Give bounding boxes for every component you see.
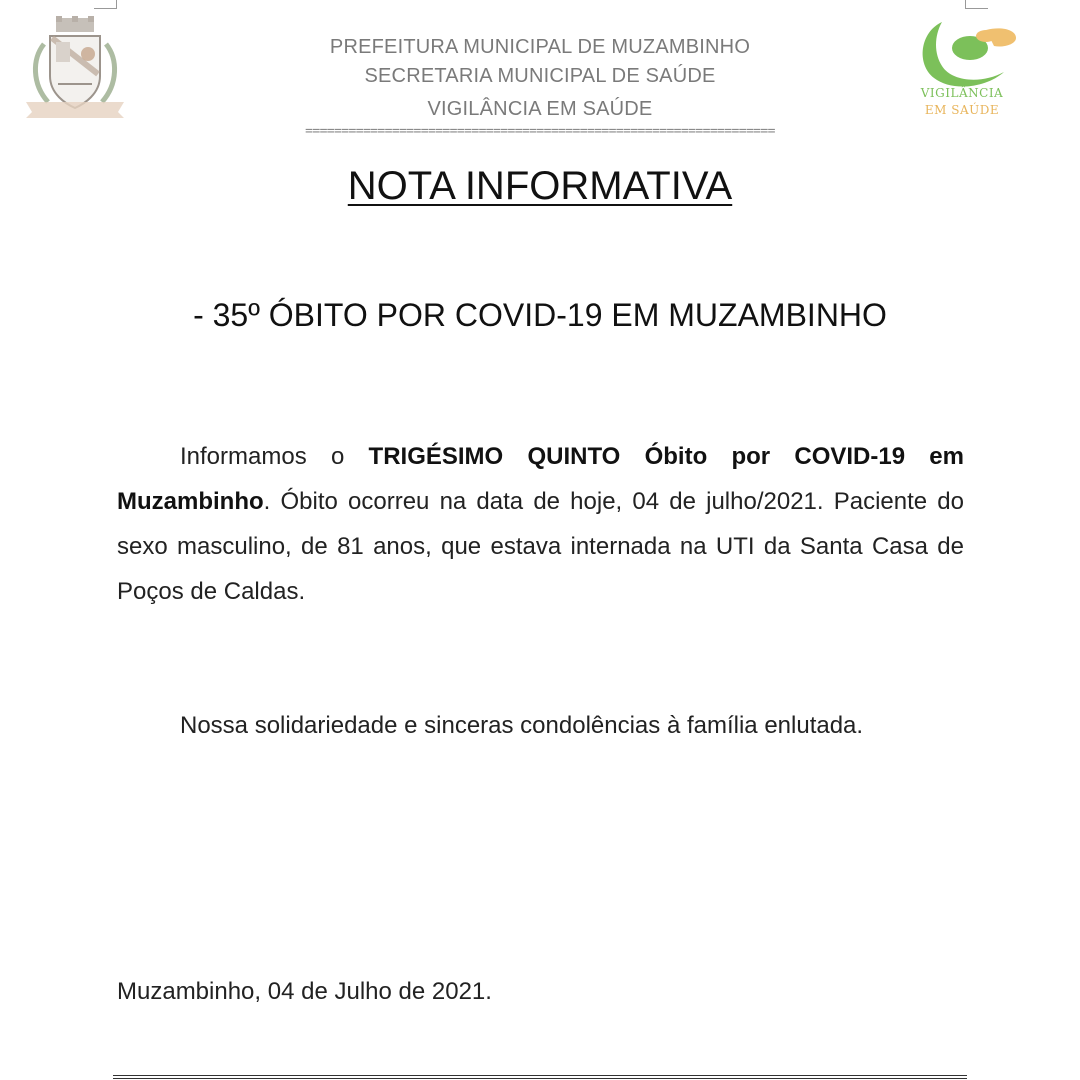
header-vigilancia: VIGILÂNCIA EM SAÚDE bbox=[427, 98, 653, 120]
body-paragraph bbox=[117, 434, 964, 614]
condolence-text: Nossa solidariedade e sinceras condolências à família enlutada. bbox=[180, 712, 864, 739]
sign-date: Muzambinho, 04 de Julho de 2021. bbox=[117, 978, 492, 1005]
document-subtitle: - 35º ÓBITO POR COVID-19 EM MUZAMBINHO bbox=[193, 297, 887, 333]
crop-mark-right bbox=[965, 0, 988, 9]
document-title-text: NOTA INFORMATIVA bbox=[347, 164, 733, 208]
header-secretaria: SECRETARIA MUNICIPAL DE SAÚDE bbox=[364, 65, 716, 87]
health-logo-text-line2: EM SAÚDE bbox=[924, 103, 1000, 117]
bottom-rule bbox=[113, 1075, 967, 1079]
body-intro: Informamos o bbox=[180, 443, 369, 470]
body-rest: . Óbito ocorreu na data de hoje, 04 de julho/2021. Paciente do sexo masculino, de 81 anos, que estava internada na UTI da Santa Casa de Poços de Caldas. bbox=[117, 488, 964, 605]
header-separator: ================================================================= bbox=[305, 124, 775, 139]
body-bold-phrase: TRIGÉSIMO QUINTO Óbito por COVID-19 em Muzambinho bbox=[117, 443, 964, 515]
crop-mark-left bbox=[94, 0, 117, 9]
header-prefeitura: PREFEITURA MUNICIPAL DE MUZAMBINHO bbox=[329, 36, 751, 58]
health-logo-text-line1: VIGILÂNCIA bbox=[920, 86, 1004, 100]
document-title bbox=[0, 164, 1080, 209]
